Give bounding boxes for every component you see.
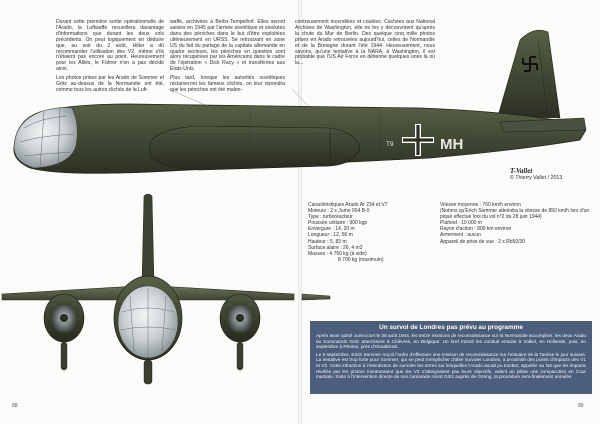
spec-line: Armement : aucun <box>440 232 481 239</box>
spec-line: Moteurs : 2 x Jumo 004 B-0 <box>308 208 370 215</box>
sidebar-paragraph: Le 9 septembre, Erich Sommer reçoit l'ordre d'effectuer une mission de reconnaissance sur l'estuaire de la Tamise le jour suivant. La tentative est trop forte pour Sommer, qui ne peut s'empêcher d'aller survoler Londres, à proximité des points d'impacts des V1 et V2. Cette infraction à l'interdiction de survoler les terres sur lesquelles l'Arado aurait pu tomber, appelée au fait que les impacts révélés par les photos montreraient que les V2 n'atteignaient pas leurs objectifs, valent au pilote une comparution en Cour martiale. Suite à l'intervention directe de son camarade Horst Götz auprès de Göring, la procédure sera finalement annulée. <box>316 351 586 380</box>
specs-list-left <box>308 202 388 263</box>
code-letters-left: T9 <box>386 141 394 148</box>
article-column-1 <box>56 20 164 97</box>
article-paragraph: Plus tard, lorsque les autorités soviétiques réclameront les fameux clichés, on leur répondra que les péniches ont été malen- <box>170 75 285 93</box>
spec-line: Type : turboréacteur <box>308 214 353 221</box>
spec-line: 8 700 kg (maximum) <box>338 256 384 263</box>
sidebar-box <box>310 321 592 394</box>
code-letters-right: MH <box>440 136 464 153</box>
article-paragraph: waffe, archivées à Berlin-Tempelhof. Elles seront saisies en 1945 par l'armée soviétique et stockées dans des péniches dans le but d'être exploitées ultérieurement en URSS. Se retrouvant en zone US du fait du partage de la capitale allemande en quatre secteurs, les péniches en question sont alors récupérées par les Américains dans le cadre de l'opération « Dick Racy » et transférées aux Etats-Unis. <box>170 19 285 73</box>
specs-list-right <box>440 202 590 245</box>
spec-line: Masses : 4 750 kg (à vide) <box>308 250 367 257</box>
spec-line: Rayon d'action : 800 km environ <box>440 226 512 233</box>
article-paragraph: Durant cette première sortie opérationnelle de l'Arado, la Luftwaffe recueillera davantage d'informations que durant les deux vols précédents. On peut logiquement en déduire que, au soir du 2 août, Hitler a dû recommander l'utilisation des V2, même s'ils n'étaient pas encore au point. Heureusement pour les Alliés, le Führer n'en a pas décidé ainsi. <box>56 19 164 73</box>
spec-line: Vitesse moyenne : 760 km/h environ <box>440 202 521 208</box>
spec-line: Poussée unitaire : 900 kgp <box>308 220 368 227</box>
spec-line: Envergure : 14, 20 m <box>308 226 355 233</box>
artist-credit <box>510 167 590 181</box>
spec-line: Appareil de prise de vue : 2 x Rb50/30 <box>440 238 526 245</box>
page-number-right: 89 <box>578 403 584 409</box>
aircraft-front-view <box>2 194 330 384</box>
spec-line: (Notons qu'Erich Sommer atteindra la vitesse de 850 km/h lors d'un piqué effectué lors du vol n°2 du 28 juin 1944) <box>440 208 590 221</box>
page-number-left: 88 <box>12 403 18 409</box>
spec-line: Caractéristiques Arado Ar 234 et V7 <box>308 202 388 208</box>
article-column-3 <box>295 20 435 70</box>
spec-line: Longueur : 12, 56 m <box>308 232 353 239</box>
spec-line: Surface alaire : 26, 4 m2 <box>308 244 363 251</box>
spec-line: Hauteur : 5, 83 m <box>308 238 347 245</box>
artist-signature: T-Vallet <box>510 167 533 175</box>
article-column-2 <box>170 20 285 97</box>
article-paragraph: contreusement incendiées et coulées. Cachées aux National Archives de Washington, elle ne les y découvrirent qu'après la chute du Mur de Berlin. Des quelque cinq mille photos prises en Arado retrouvées aujourd'hui, celles de Normandie et de la Bretagne durant l'été 1944. Heureusement, nous savons, qu'une tentative à la NARA, à Washington, il est probable que l'US Air Force en détienne quelques unes là où la... <box>295 19 435 67</box>
sidebar-title: Un survol de Londres pas prévu au programme <box>379 324 523 331</box>
sidebar-paragraph: Après avoir quitté Juvincourt le 28 août 1944, les treize missions de reconnaissance sur la Normandie accomplies, les deux Arado du Kommando Götz atterrissent à Chièvres, en Belgique. Un bref transit les conduit ensuite à Volkel, en Hollande, puis, en septembre à Rheine, près d'Osnabrück. <box>316 333 586 350</box>
spec-line: Plafond : 10 000 m <box>440 220 482 227</box>
copyright-text: © Thierry Vallet / 2013 <box>510 175 563 181</box>
article-paragraph: Les photos prises par les Arado de Sommer et Götz au-dessus de la Normandie ont été, comme tous les autres clichés de la Luft- <box>56 75 164 93</box>
